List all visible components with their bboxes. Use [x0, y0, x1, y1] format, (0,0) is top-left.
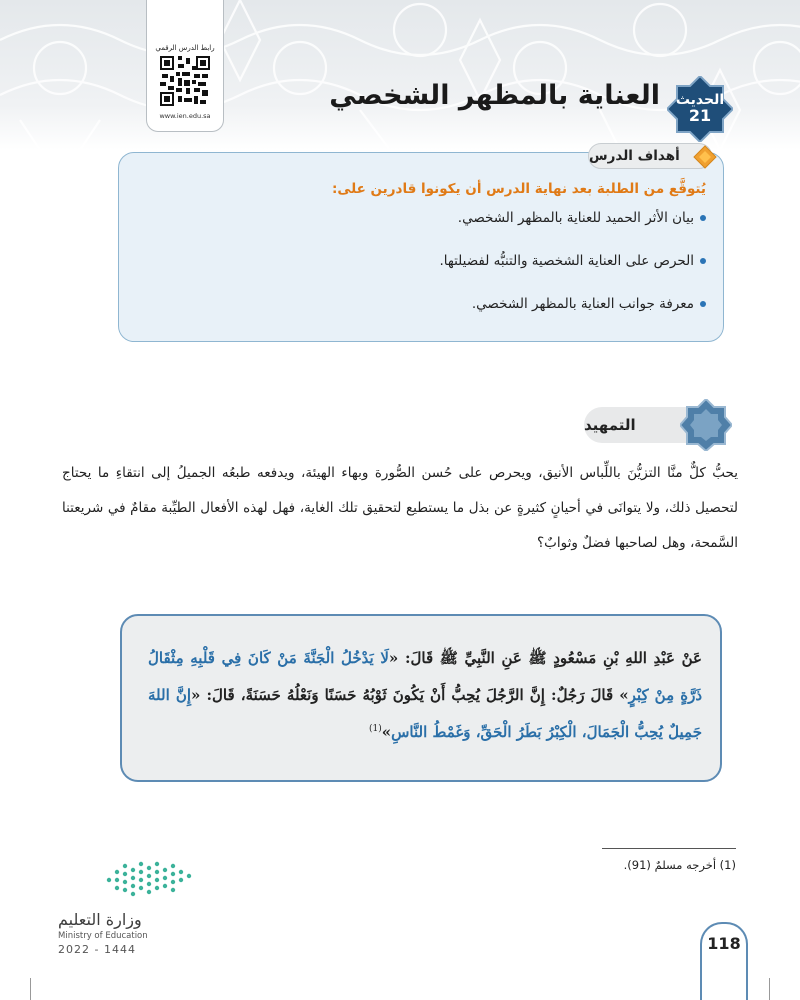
orange-diamond-icon [693, 145, 717, 169]
qr-caption: رابط الدرس الرقمي [155, 44, 215, 52]
page-title: العناية بالمظهر الشخصي [329, 80, 660, 111]
intro-heading: التمهيد [584, 416, 636, 434]
objectives-tab [588, 143, 712, 169]
hadith-quote: إِنَّ اللهَ جَمِيلٌ يُحِبُّ الْجَمَالَ، الْكِبْرُ بَطَرُ الْحَقِّ، وَغَمْطُ النَّاسِ [148, 685, 702, 741]
footnote: (1) أخرجه مسلمٌ (91). [623, 858, 736, 872]
bullet-icon [700, 301, 706, 307]
page-number: 118 [707, 934, 741, 953]
ministry-year: 2022 - 1444 [58, 943, 136, 956]
bullet-icon [700, 215, 706, 221]
bullet-icon [700, 258, 706, 264]
lesson-number: 21 [688, 105, 712, 125]
hadith-quote: لَا يَدْخُلُ الْجَنَّةَ مَنْ كَانَ فِي قَلْبِهِ مِثْقَالُ ذَرَّةٍ مِنْ كِبْرٍ [148, 649, 703, 704]
objective-item: بيان الأثر الحميد للعناية بالمظهر الشخصي. [146, 210, 706, 226]
octagon-star-icon [680, 399, 732, 451]
objectives-label: أهداف الدرس [589, 148, 680, 164]
qr-code-icon[interactable] [160, 56, 210, 106]
ministry-dots-icon [105, 858, 195, 902]
lesson-number-badge [667, 76, 733, 142]
objective-item: معرفة جوانب العناية بالمظهر الشخصي. [146, 296, 706, 312]
qr-url[interactable]: www.ien.edu.sa [159, 112, 211, 120]
objectives-lead: يُتوقَّع من الطلبة بعد نهاية الدرس أن يكونوا قادرين على: [332, 181, 706, 197]
objective-item: الحرص على العناية الشخصية والتنبُّه لفضيلتها. [146, 253, 706, 269]
ministry-name-english: Ministry of Education [58, 931, 148, 941]
hadith-closing: » [381, 722, 392, 741]
crop-mark [769, 978, 770, 1000]
footnote-ref[interactable]: (1) [368, 723, 382, 734]
crop-mark [30, 978, 31, 1000]
ministry-logo [50, 858, 200, 958]
hadith-narration: عَنْ عَبْدِ اللهِ بْنِ مَسْعُودٍ ﷺ عَنِ النَّبِيِّ ﷺ قَالَ: « [388, 649, 702, 667]
intro-paragraph: يحبُّ كلٌّ منَّا التزيُّنَ باللِّباس الأنيق، ويحرص على حُسن الصُّورة وبهاء الهيئة، ويدفعه طبعُه الجميلُ إلى انتقاءِ ما يحتاج لتحصيل ذلك، ولا يتوانَى في أحيانٍ كثيرةٍ عن بذل ما يستطيع لتحقيق تلك الغاية، فهل لهذه الأفعال الطيِّبة مقامٌ في شريعتنا السَّمحة، وهل لصاحبها فضلٌ وثوابٌ؟ [62, 465, 738, 552]
hadith-text [148, 640, 702, 750]
digital-lesson-qr-panel[interactable] [146, 0, 224, 132]
ministry-name-arabic: وزارة التعليم [58, 910, 142, 929]
hadith-middle: » قَالَ رَجُلٌ: إِنَّ الرَّجُلَ يُحِبُّ أَنْ يَكُونَ ثَوْبُهُ حَسَنًا وَنَعْلُهُ حَسَنَةً، قَالَ: « [191, 685, 629, 704]
lesson-word: الحديث [675, 92, 725, 109]
footnote-divider [602, 848, 736, 849]
